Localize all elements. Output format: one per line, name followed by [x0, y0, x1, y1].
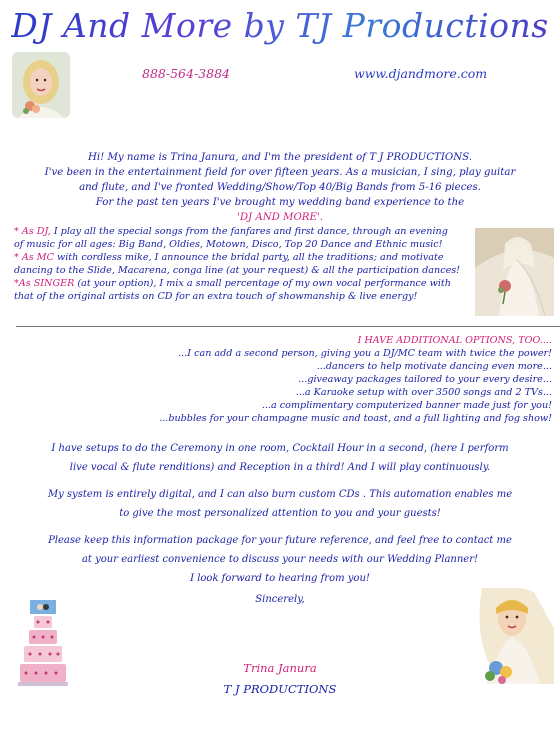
role-dj-line-1: [14, 225, 448, 238]
digital-line-2: to give the most personalized attention to you and your guests!: [119, 508, 441, 519]
role-mc-line-1: [14, 251, 444, 264]
page-title: [0, 4, 560, 48]
bride-portrait-image: [12, 52, 70, 118]
options-heading: I HAVE ADDITIONAL OPTIONS, TOO....: [357, 335, 552, 346]
singer-line-1-text: (at your option), I mix a small percentage of my own vocal performance with: [74, 278, 451, 289]
dj-label-text: As DJ,: [21, 226, 51, 237]
mc-line-1-text: with cordless mike, I announce the bridal party, all the traditions; and motivate: [53, 252, 444, 263]
intro-line-1: Hi! My name is Trina Janura, and I'm the president of T J PRODUCTIONS.: [88, 152, 472, 163]
closing-text: Sincerely,: [255, 594, 305, 605]
intro-highlight: 'DJ AND MORE'.: [237, 212, 323, 223]
setup-line-2: live vocal & flute renditions) and Reception in a third! And I will play continuously.: [69, 462, 491, 473]
keep-line-1: Please keep this information package for your future reference, and feel free to contact me: [48, 535, 512, 546]
bride-bouquet-image: [475, 228, 554, 316]
role-mc-line-2: dancing to the Slide, Macarena, conga line (at your request) & all the participation dances!: [14, 265, 461, 276]
role-singer-line-2: that of the original artists on CD for an extra touch of showmanship & live energy!: [14, 291, 418, 302]
keep-line-2: at your earliest convenience to discuss your needs with our Wedding Planner!: [81, 554, 479, 565]
phone-number[interactable]: 888-564-3884: [142, 66, 230, 81]
intro-line-4: For the past ten years I've brought my wedding band experience to the: [95, 197, 465, 208]
option-item-2: ...dancers to help motivate dancing even more...: [316, 361, 552, 372]
option-item-3: ...giveaway packages tailored to your every desire...: [298, 374, 552, 385]
digital-line-1: My system is entirely digital, and I can also burn custom CDs . This automation enables me: [47, 489, 513, 500]
role-singer-line-1: [14, 277, 451, 290]
role-dj-line-2: of music for all ages: Big Band, Oldies, Motown, Disco, Top 20 Dance and Ethnic music!: [14, 239, 443, 250]
title-text: DJ And More by TJ Productions: [11, 6, 549, 45]
singer-label-text: As SINGER: [18, 278, 75, 289]
keep-line-3: I look forward to hearing from you!: [190, 573, 370, 584]
signature-name: Trina Janura: [243, 661, 317, 675]
option-item-1: ...I can add a second person, giving you a DJ/MC team with twice the power!: [178, 348, 552, 359]
option-item-6: ...bubbles for your champagne music and toast, and a full lighting and fog show!: [159, 413, 552, 424]
role-dj-label: * As DJ,: [14, 226, 51, 237]
dj-line-1-text: I play all the special songs from the fanfares and first dance, through an evening: [50, 226, 448, 237]
intro-line-3: and flute, and I've fronted Wedding/Show/Top 40/Big Bands from 5-16 pieces.: [79, 182, 481, 193]
option-item-5: ...a complimentary computerized banner made just for you!: [261, 400, 552, 411]
role-singer-label: *As SINGER: [14, 278, 75, 289]
mc-label-text: As MC: [21, 252, 54, 263]
section-divider: [16, 326, 560, 327]
option-item-4: ...a Karaoke setup with over 3500 songs and 2 TVs...: [295, 387, 552, 398]
website-link[interactable]: www.djandmore.com: [354, 66, 488, 81]
setup-line-1: I have setups to do the Ceremony in one room, Cocktail Hour in a second, (here I perform: [51, 443, 509, 454]
intro-line-2: I've been in the entertainment field for over fifteen years. As a musician, I sing, play guitar: [44, 167, 516, 178]
role-mc-label: * As MC: [14, 252, 54, 263]
signature-company: T J PRODUCTIONS: [223, 682, 337, 696]
